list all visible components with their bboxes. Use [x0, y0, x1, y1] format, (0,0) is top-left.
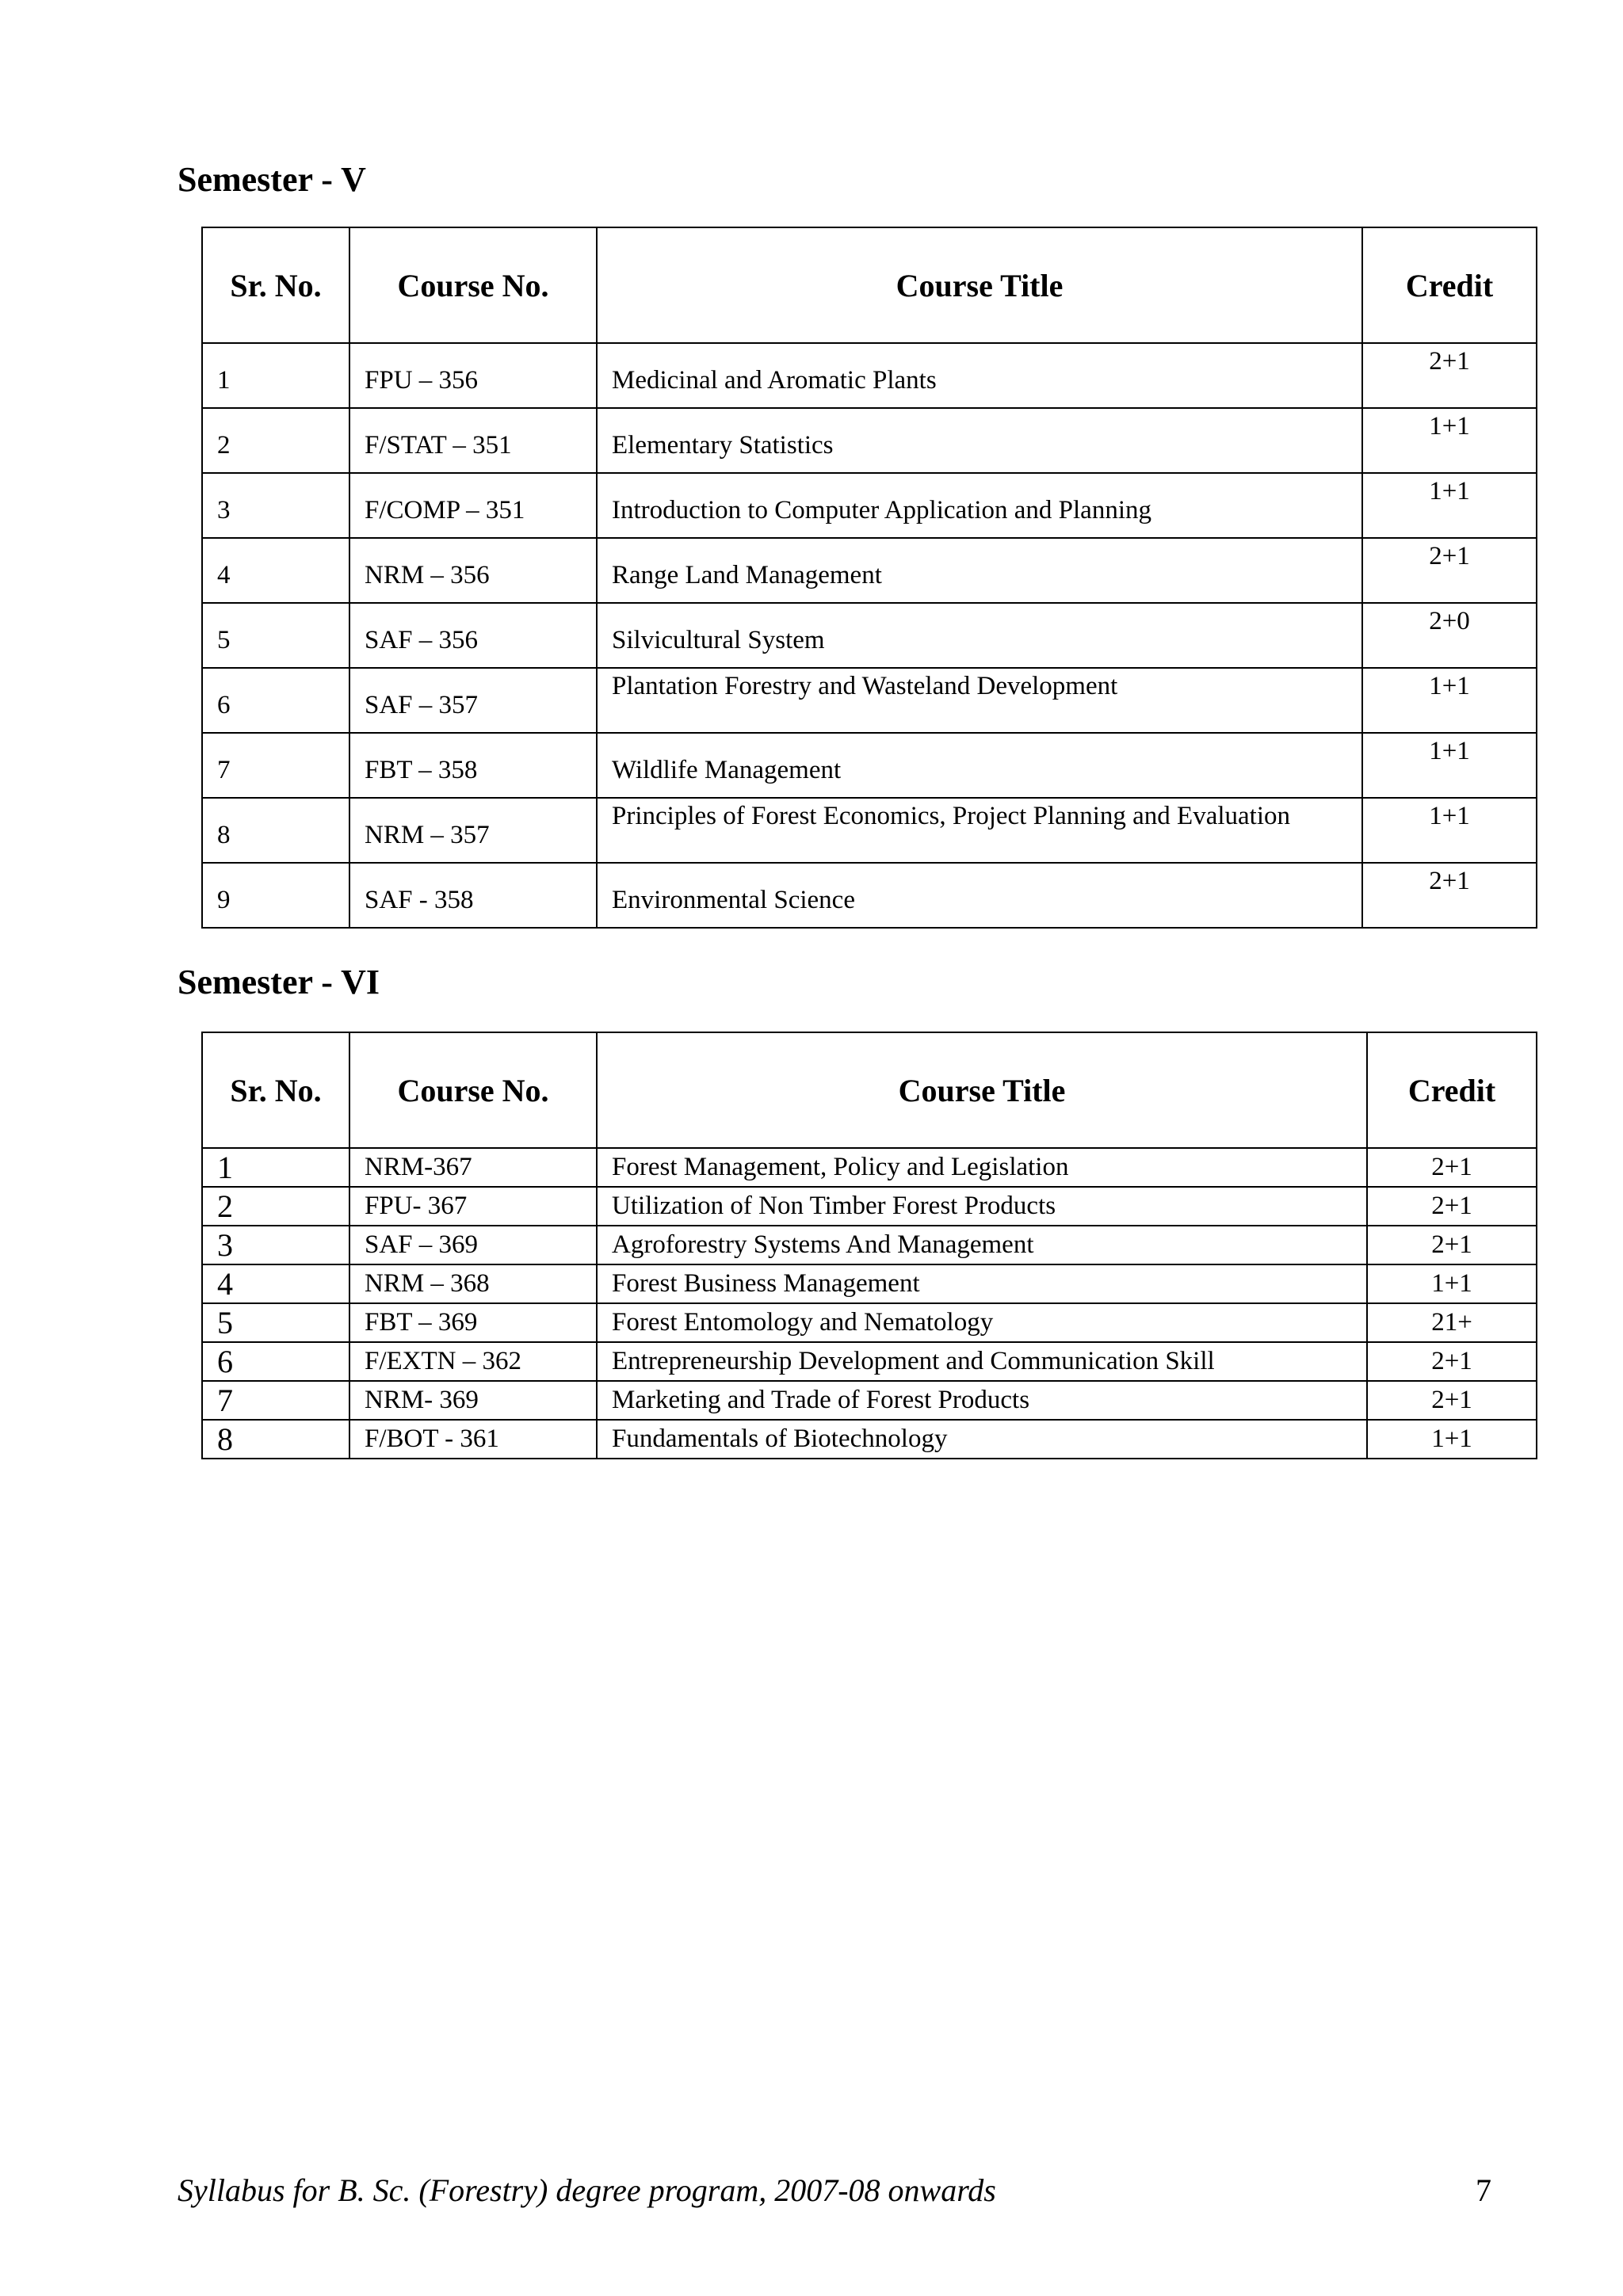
cell-sr-no: 2: [202, 1187, 349, 1226]
cell-course-no: NRM-367: [349, 1148, 597, 1187]
table-row: [202, 863, 1537, 928]
header-course-no: Course No.: [349, 1032, 597, 1148]
cell-sr-no: 6: [202, 668, 349, 733]
cell-course-no: FPU – 356: [349, 343, 597, 408]
cell-course-title: Wildlife Management: [597, 733, 1362, 798]
cell-credit: 2+1: [1362, 538, 1537, 603]
cell-credit: 2+1: [1367, 1381, 1537, 1420]
cell-credit: 1+1: [1362, 798, 1537, 863]
cell-course-title: Plantation Forestry and Wasteland Development: [597, 668, 1362, 733]
table-row: [202, 603, 1537, 668]
cell-credit: 1+1: [1362, 408, 1537, 473]
cell-course-title: Range Land Management: [597, 538, 1362, 603]
cell-course-no: NRM- 369: [349, 1381, 597, 1420]
cell-sr-no: 8: [202, 1420, 349, 1459]
cell-credit: 1+1: [1362, 473, 1537, 538]
table-row: [202, 343, 1537, 408]
table-header-row: [202, 1032, 1537, 1148]
cell-credit: 2+1: [1362, 863, 1537, 928]
cell-credit: 2+0: [1362, 603, 1537, 668]
cell-course-no: F/COMP – 351: [349, 473, 597, 538]
cell-course-title: Marketing and Trade of Forest Products: [597, 1381, 1367, 1420]
cell-sr-no: 7: [202, 733, 349, 798]
cell-course-no: NRM – 368: [349, 1264, 597, 1303]
cell-course-no: F/STAT – 351: [349, 408, 597, 473]
cell-sr-no: 6: [202, 1342, 349, 1381]
cell-credit: 2+1: [1367, 1148, 1537, 1187]
cell-course-no: F/EXTN – 362: [349, 1342, 597, 1381]
table-row: [202, 733, 1537, 798]
cell-course-title: Entrepreneurship Development and Communication Skill: [597, 1342, 1367, 1381]
table-row: [202, 1264, 1537, 1303]
header-credit: Credit: [1362, 227, 1537, 343]
cell-sr-no: 4: [202, 538, 349, 603]
cell-course-no: FBT – 358: [349, 733, 597, 798]
cell-credit: 2+1: [1367, 1342, 1537, 1381]
cell-sr-no: 4: [202, 1264, 349, 1303]
table-row: [202, 1342, 1537, 1381]
cell-course-title: Silvicultural System: [597, 603, 1362, 668]
cell-sr-no: 5: [202, 1303, 349, 1342]
cell-credit: 21+: [1367, 1303, 1537, 1342]
footer-text: Syllabus for B. Sc. (Forestry) degree program, 2007-08 onwards: [178, 2172, 996, 2208]
cell-sr-no: 1: [202, 1148, 349, 1187]
cell-credit: 1+1: [1362, 733, 1537, 798]
header-course-title: Course Title: [597, 227, 1362, 343]
cell-course-no: SAF – 356: [349, 603, 597, 668]
header-sr-no: Sr. No.: [202, 1032, 349, 1148]
table-row: [202, 1303, 1537, 1342]
cell-course-title: Fundamentals of Biotechnology: [597, 1420, 1367, 1459]
header-sr-no: Sr. No.: [202, 227, 349, 343]
table-row: [202, 1148, 1537, 1187]
cell-course-no: SAF – 357: [349, 668, 597, 733]
cell-credit: 2+1: [1362, 343, 1537, 408]
cell-credit: 2+1: [1367, 1187, 1537, 1226]
table-row: [202, 1381, 1537, 1420]
cell-course-no: NRM – 356: [349, 538, 597, 603]
header-course-title: Course Title: [597, 1032, 1367, 1148]
cell-course-title: Agroforestry Systems And Management: [597, 1226, 1367, 1264]
page-number: 7: [1476, 2172, 1491, 2208]
table-header-row: [202, 227, 1537, 343]
cell-course-no: NRM – 357: [349, 798, 597, 863]
header-course-no: Course No.: [349, 227, 597, 343]
cell-sr-no: 8: [202, 798, 349, 863]
cell-course-title: Forest Entomology and Nematology: [597, 1303, 1367, 1342]
cell-course-no: F/BOT - 361: [349, 1420, 597, 1459]
semester-5-table: [201, 227, 1537, 929]
cell-credit: 1+1: [1367, 1264, 1537, 1303]
cell-course-title: Utilization of Non Timber Forest Products: [597, 1187, 1367, 1226]
cell-course-no: FBT – 369: [349, 1303, 597, 1342]
semester-6-heading: Semester - VI: [178, 963, 380, 1001]
cell-credit: 1+1: [1367, 1420, 1537, 1459]
semester-6-table: [201, 1032, 1537, 1459]
table-row: [202, 408, 1537, 473]
cell-course-title: Principles of Forest Economics, Project Planning and Evaluation: [597, 798, 1362, 863]
header-credit: Credit: [1367, 1032, 1537, 1148]
table-row: [202, 1187, 1537, 1226]
table-row: [202, 473, 1537, 538]
cell-sr-no: 2: [202, 408, 349, 473]
table-row: [202, 538, 1537, 603]
cell-course-title: Environmental Science: [597, 863, 1362, 928]
cell-course-title: Elementary Statistics: [597, 408, 1362, 473]
cell-course-title: Introduction to Computer Application and Planning: [597, 473, 1362, 538]
cell-sr-no: 1: [202, 343, 349, 408]
cell-sr-no: 3: [202, 1226, 349, 1264]
cell-course-no: FPU- 367: [349, 1187, 597, 1226]
cell-credit: 2+1: [1367, 1226, 1537, 1264]
table-row: [202, 1226, 1537, 1264]
cell-course-title: Medicinal and Aromatic Plants: [597, 343, 1362, 408]
semester-5-heading: Semester - V: [178, 160, 366, 199]
cell-credit: 1+1: [1362, 668, 1537, 733]
cell-course-no: SAF – 369: [349, 1226, 597, 1264]
cell-course-title: Forest Management, Policy and Legislation: [597, 1148, 1367, 1187]
cell-course-no: SAF - 358: [349, 863, 597, 928]
cell-sr-no: 5: [202, 603, 349, 668]
table-row: [202, 798, 1537, 863]
cell-sr-no: 9: [202, 863, 349, 928]
cell-course-title: Forest Business Management: [597, 1264, 1367, 1303]
cell-sr-no: 3: [202, 473, 349, 538]
cell-sr-no: 7: [202, 1381, 349, 1420]
table-row: [202, 1420, 1537, 1459]
table-row: [202, 668, 1537, 733]
